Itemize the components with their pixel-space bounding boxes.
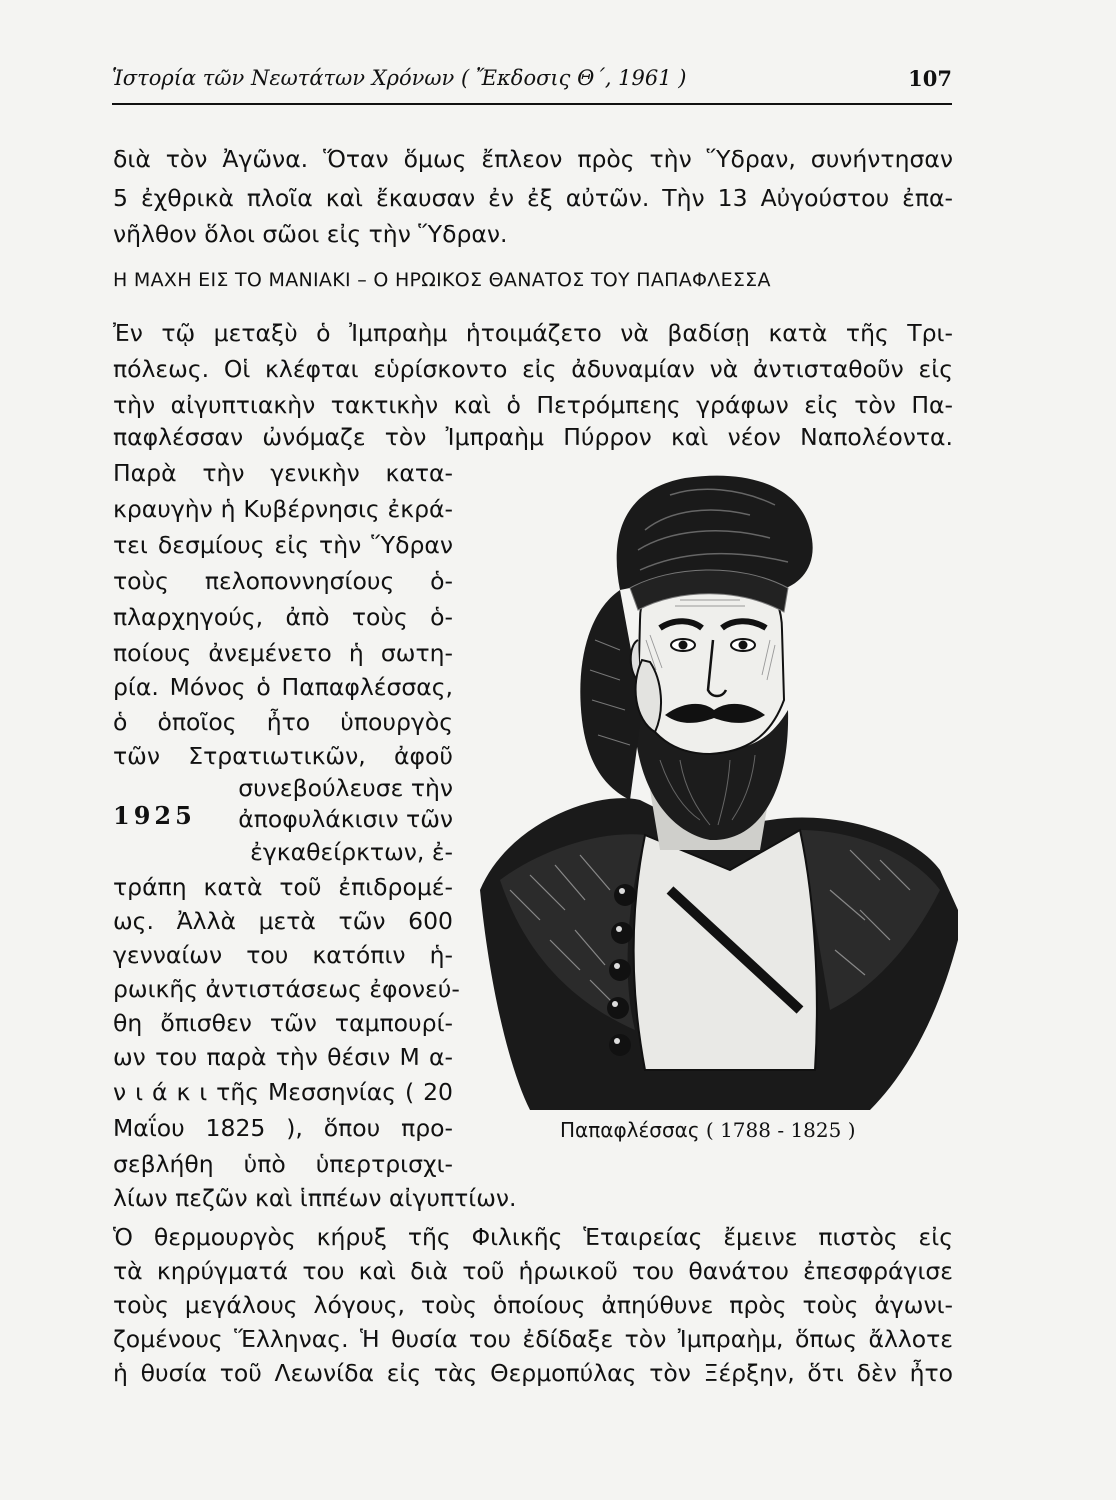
column-line: τοὺς πελοποννησίους ὁ- [113,567,453,595]
column-line: πλαρχηγούς, ἀπὸ τοὺς ὁ- [113,603,453,631]
para1-line-3: τὴν αἰγυπτιακὴν τακτικὴν καὶ ὁ Πετρόμπεης γράφων εἰς τὸν Πα- [113,391,953,419]
column-line: ποίους ἀνεμένετο ἡ σωτη- [113,639,453,667]
intro-line-2: 5 ἐχθρικὰ πλοῖα καὶ ἔκαυσαν ἐν ἐξ αὐτῶν. Τὴν 13 Αὐγούστου ἐπα- [113,184,953,212]
running-title: Ἱστορία τῶν Νεωτάτων Χρόνων ( Ἔκδοσις Θ΄, 1961 ) [112,66,687,90]
column-line: ων του παρὰ τὴν θέσιν Μ α- [113,1043,453,1071]
column-line: ρία. Μόνος ὁ Παπαφλέσσας, [113,673,453,701]
caption-dates: ( 1788 - 1825 ) [705,1118,856,1142]
column-line: σεβλήθη ὑπὸ ὑπερτρισχι- [113,1150,453,1178]
para1-line-2: πόλεως. Οἱ κλέφται εὑρίσκοντο εἰς ἀδυναμίαν νὰ ἀντισταθοῦν εἰς [113,355,953,383]
section-heading: Η ΜΑΧΗ ΕΙΣ ΤΟ ΜΑΝΙΑΚΙ – Ο ΗΡΩΙΚΟΣ ΘΑΝΑΤΟΣ ΤΟΥ ΠΑΠΑΦΛΕΣΣΑ [113,269,771,291]
column-line: ν ι ά κ ι τῆς Μεσσηνίας ( 20 [113,1078,453,1106]
para2-line-4: ζομένους Ἕλληνας. Ἡ θυσία του ἐδίδαξε τὸν Ἰμπραὴμ, ὅπως ἄλλοτε [113,1325,953,1353]
para2-line-2: τὰ κηρύγματά του καὶ διὰ τοῦ ἡρωικοῦ του θανάτου ἐπεσφράγισε [113,1257,953,1285]
column-line: ἀποφυλάκισιν τῶν [238,805,453,833]
portrait-caption [560,1118,856,1142]
column-line: ἐγκαθείρκτων, ἐ- [250,838,453,866]
column-line: ως. Ἀλλὰ μετὰ τῶν 600 [113,907,453,935]
column-line: θη ὄπισθεν τῶν ταμπουρί- [113,1009,453,1037]
intro-line-1: διὰ τὸν Ἀγῶνα. Ὅταν ὅμως ἔπλεον πρὸς τὴν Ὕδραν, συνήντησαν [113,145,953,173]
column-line: κραυγὴν ἡ Κυβέρνησις ἐκρά- [113,495,453,523]
page-number: 107 [908,66,952,91]
closing-line: λίων πεζῶν καὶ ἱππέων αἰγυπτίων. [113,1184,517,1212]
column-line: Παρὰ τὴν γενικὴν κατα- [113,459,453,487]
header-rule [112,103,952,105]
portrait-illustration [470,470,960,1110]
para2-line-3: τοὺς μεγάλους λόγους, τοὺς ὁποίους ἀπηύθυνε πρὸς τοὺς ἀγωνι- [113,1291,953,1319]
column-line: ρωικῆς ἀντιστάσεως ἐφονεύ- [113,975,460,1003]
para1-line-1: Ἐν τῷ μεταξὺ ὁ Ἰμπραὴμ ἡτοιμάζετο νὰ βαδίσῃ κατὰ τῆς Τρι- [113,319,953,347]
margin-year: 1925 [113,801,196,830]
intro-line-3: νῆλθον ὅλοι σῶοι εἰς τὴν Ὕδραν. [113,220,508,248]
caption-name: Παπαφλέσσας [560,1118,700,1142]
column-line: συνεβούλευσε τὴν [238,774,453,802]
column-line: ὁ ὁποῖος ἦτο ὑπουργὸς [113,708,453,736]
column-line: τει δεσμίους εἰς τὴν Ὕδραν [113,531,453,559]
para2-line-5: ἡ θυσία τοῦ Λεωνίδα εἰς τὰς Θερμοπύλας τὸν Ξέρξην, ὅτι δὲν ἦτο [113,1359,953,1387]
column-line: Μαΐου 1825 ), ὅπου προ- [113,1114,453,1142]
column-line: τράπη κατὰ τοῦ ἐπιδρομέ- [113,873,453,901]
column-line: τῶν Στρατιωτικῶν, ἀφοῦ [113,742,453,770]
para2-line-1: Ὁ θερμουργὸς κήρυξ τῆς Φιλικῆς Ἑταιρείας ἔμεινε πιστὸς εἰς [113,1223,953,1251]
para1-line-4: παφλέσσαν ὠνόμαζε τὸν Ἰμπραὴμ Πύρρον καὶ νέον Ναπολέοντα. [113,423,953,451]
column-line: γενναίων του κατόπιν ἡ- [113,941,453,969]
